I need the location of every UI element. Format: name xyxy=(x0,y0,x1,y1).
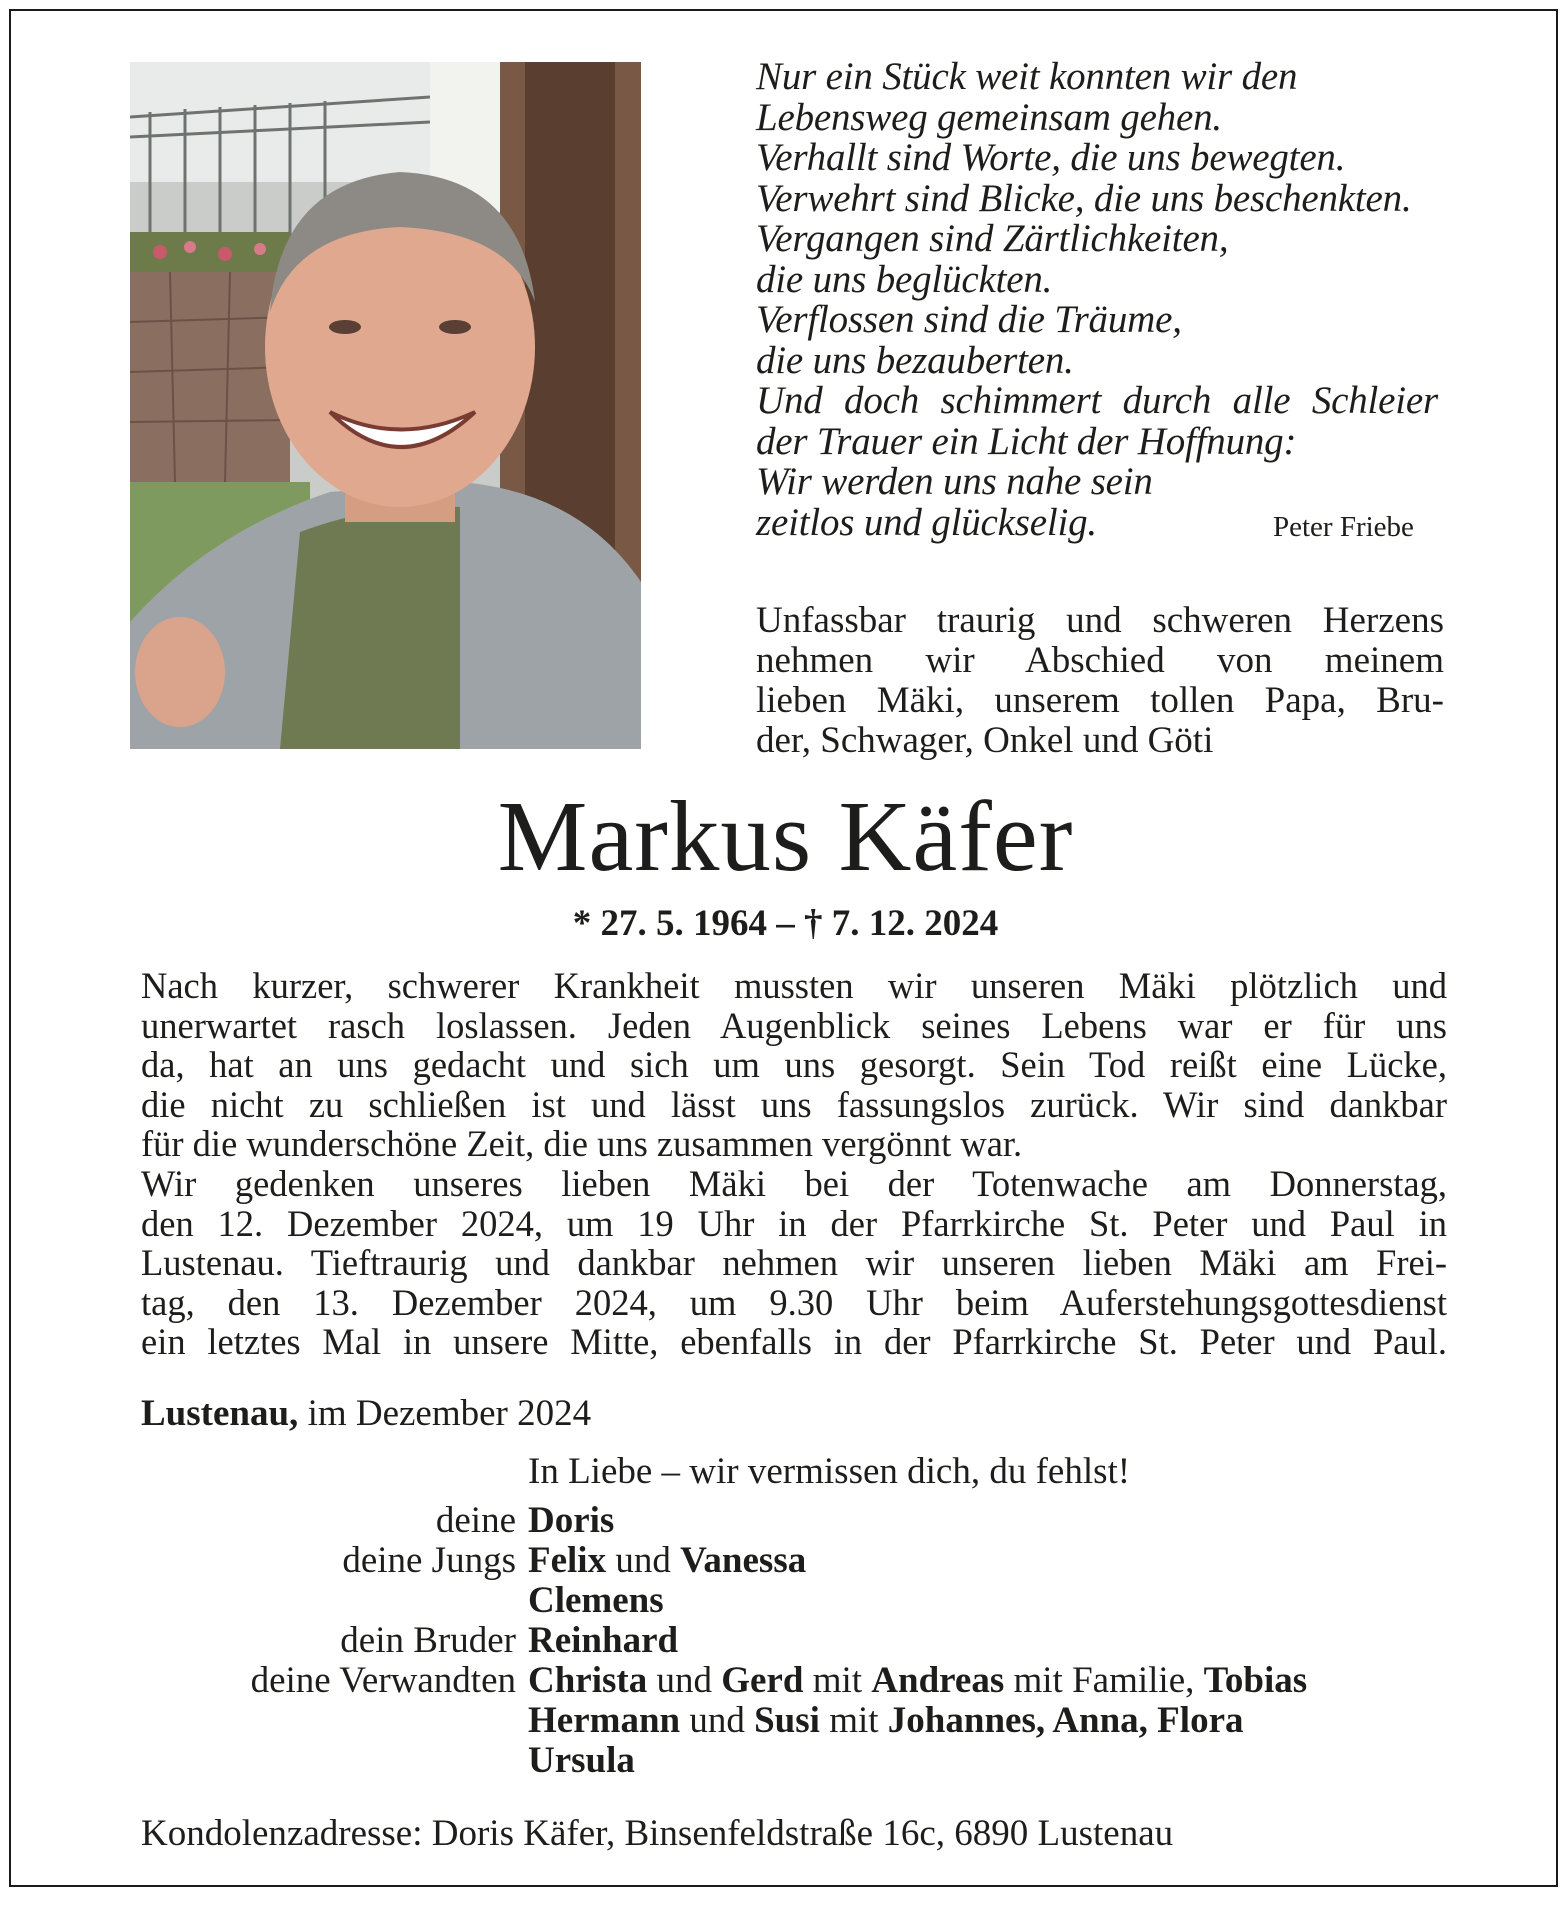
mourner-row xyxy=(141,1501,1451,1541)
mourner-names xyxy=(528,1541,1451,1581)
mourner-name: Vanessa xyxy=(680,1540,807,1581)
mourner-row xyxy=(141,1661,1451,1701)
connector-text: mit xyxy=(803,1660,872,1701)
poem-line: Vergangen sind Zärtlichkeiten, xyxy=(756,217,1229,260)
intro-line: der, Schwager, Onkel und Göti xyxy=(756,720,1214,761)
mourner-names xyxy=(528,1661,1451,1701)
body-line: Lustenau. Tieftraurig und dankbar nehmen wir unseren lieben Mäki am Frei- xyxy=(141,1242,1447,1284)
body-line: die nicht zu schließen ist und lässt uns fassungslos zurück. Wir sind dankbar xyxy=(141,1083,1447,1125)
intro-line: nehmen wir Abschied von meinem xyxy=(756,640,1444,681)
mourner-name: Clemens xyxy=(528,1580,664,1621)
body-line: unerwartet rasch loslassen. Jeden Augenblick seines Lebens war er für uns xyxy=(141,1004,1447,1046)
poem-author: Peter Friebe xyxy=(1273,511,1414,543)
mourner-row xyxy=(141,1741,1451,1781)
body-line: da, hat an uns gedacht und sich um uns gesorgt. Sein Tod reißt eine Lücke, xyxy=(141,1044,1447,1086)
mourner-row xyxy=(141,1621,1451,1661)
body-line: tag, den 13. Dezember 2024, um 9.30 Uhr beim Auferstehungsgottesdienst xyxy=(141,1281,1447,1323)
connector-text: und xyxy=(647,1660,722,1701)
relation-label xyxy=(141,1581,528,1621)
place-town: Lustenau, xyxy=(141,1393,299,1434)
relation-label xyxy=(141,1701,528,1741)
mourner-name: Felix xyxy=(528,1540,607,1581)
mourner-name: Susi xyxy=(754,1700,820,1741)
mourner-name: Andreas xyxy=(871,1660,1005,1701)
poem-line: Und doch schimmert durch alle Schleier xyxy=(756,379,1438,422)
mourner-names xyxy=(528,1501,1451,1541)
mourner-names xyxy=(528,1701,1451,1741)
obituary-notice xyxy=(9,9,1558,1887)
mourner-names xyxy=(528,1741,1451,1781)
connector-text: mit Familie, xyxy=(1004,1660,1204,1701)
deceased-name: Markus Käfer xyxy=(497,780,1074,892)
place-month: im Dezember 2024 xyxy=(298,1393,592,1434)
mourner-name: Gerd xyxy=(721,1660,804,1701)
mourner-names xyxy=(528,1621,1451,1661)
poem-line: Nur ein Stück weit konnten wir den xyxy=(756,55,1298,98)
place-date xyxy=(141,1393,591,1435)
poem xyxy=(756,57,1446,543)
poem-line: die uns bezauberten. xyxy=(756,338,1074,382)
body-line: für die wunderschöne Zeit, die uns zusammen vergönnt war. xyxy=(141,1123,1023,1165)
relation-label xyxy=(141,1741,528,1781)
body-line: Wir gedenken unseres lieben Mäki bei der Totenwache am Donnerstag, xyxy=(141,1162,1447,1204)
poem-line: Verflossen sind die Träume, xyxy=(756,298,1182,341)
intro-line: lieben Mäki, unserem tollen Papa, Bru- xyxy=(756,680,1444,721)
portrait-image xyxy=(130,62,641,749)
mourner-name: Johannes, Anna, Flora xyxy=(887,1700,1244,1741)
mourner-name: Ursula xyxy=(528,1740,635,1781)
mourner-row xyxy=(141,1541,1451,1581)
poem-line: Verhallt sind Worte, die uns bewegten. xyxy=(756,136,1346,179)
relation-label: deine Verwandten xyxy=(250,1660,516,1701)
mourner-names xyxy=(528,1581,1451,1621)
mourner-name: Reinhard xyxy=(528,1620,679,1661)
relation-label: dein Bruder xyxy=(340,1620,516,1661)
mourner-name: Doris xyxy=(528,1500,615,1541)
connector-text: und xyxy=(680,1700,755,1741)
condolence-address: Kondolenzadresse: Doris Käfer, Binsenfeldstraße 16c, 6890 Lustenau xyxy=(141,1813,1174,1854)
body-line: Nach kurzer, schwerer Krankheit mussten wir unseren Mäki plötzlich und xyxy=(141,965,1447,1006)
life-dates: * 27. 5. 1964 – † 7. 12. 2024 xyxy=(572,903,999,944)
intro-text xyxy=(756,601,1444,761)
relation-label: deine xyxy=(435,1500,516,1541)
intro-line: Unfassbar traurig und schweren Herzens xyxy=(756,600,1444,641)
body-line: den 12. Dezember 2024, um 19 Uhr in der Pfarrkirche St. Peter und Paul in xyxy=(141,1202,1447,1244)
mourner-row xyxy=(141,1701,1451,1741)
portrait-photo xyxy=(130,62,641,749)
poem-line: der Trauer ein Licht der Hoffnung: xyxy=(756,419,1297,463)
obituary-body xyxy=(141,966,1447,1362)
poem-line: die uns beglückten. xyxy=(756,257,1053,301)
poem-line: Wir werden uns nahe sein xyxy=(756,460,1153,503)
connector-text: und xyxy=(606,1540,681,1581)
relation-label: deine Jungs xyxy=(342,1540,516,1581)
mourner-name: Hermann xyxy=(528,1700,681,1741)
mourners-list xyxy=(141,1501,1451,1781)
body-line: ein letztes Mal in unsere Mitte, ebenfalls in der Pfarrkirche St. Peter und Paul. xyxy=(141,1321,1447,1363)
mourner-name: Tobias xyxy=(1203,1660,1308,1701)
farewell-line: In Liebe – wir vermissen dich, du fehlst! xyxy=(528,1451,1131,1492)
connector-text: mit xyxy=(819,1700,888,1741)
mourner-row xyxy=(141,1581,1451,1621)
poem-line: zeitlos und glückselig. xyxy=(756,500,1097,544)
poem-line: Lebensweg gemeinsam gehen. xyxy=(756,95,1222,139)
mourner-name: Christa xyxy=(528,1660,648,1701)
poem-line: Verwehrt sind Blicke, die uns beschenkten. xyxy=(756,176,1412,220)
